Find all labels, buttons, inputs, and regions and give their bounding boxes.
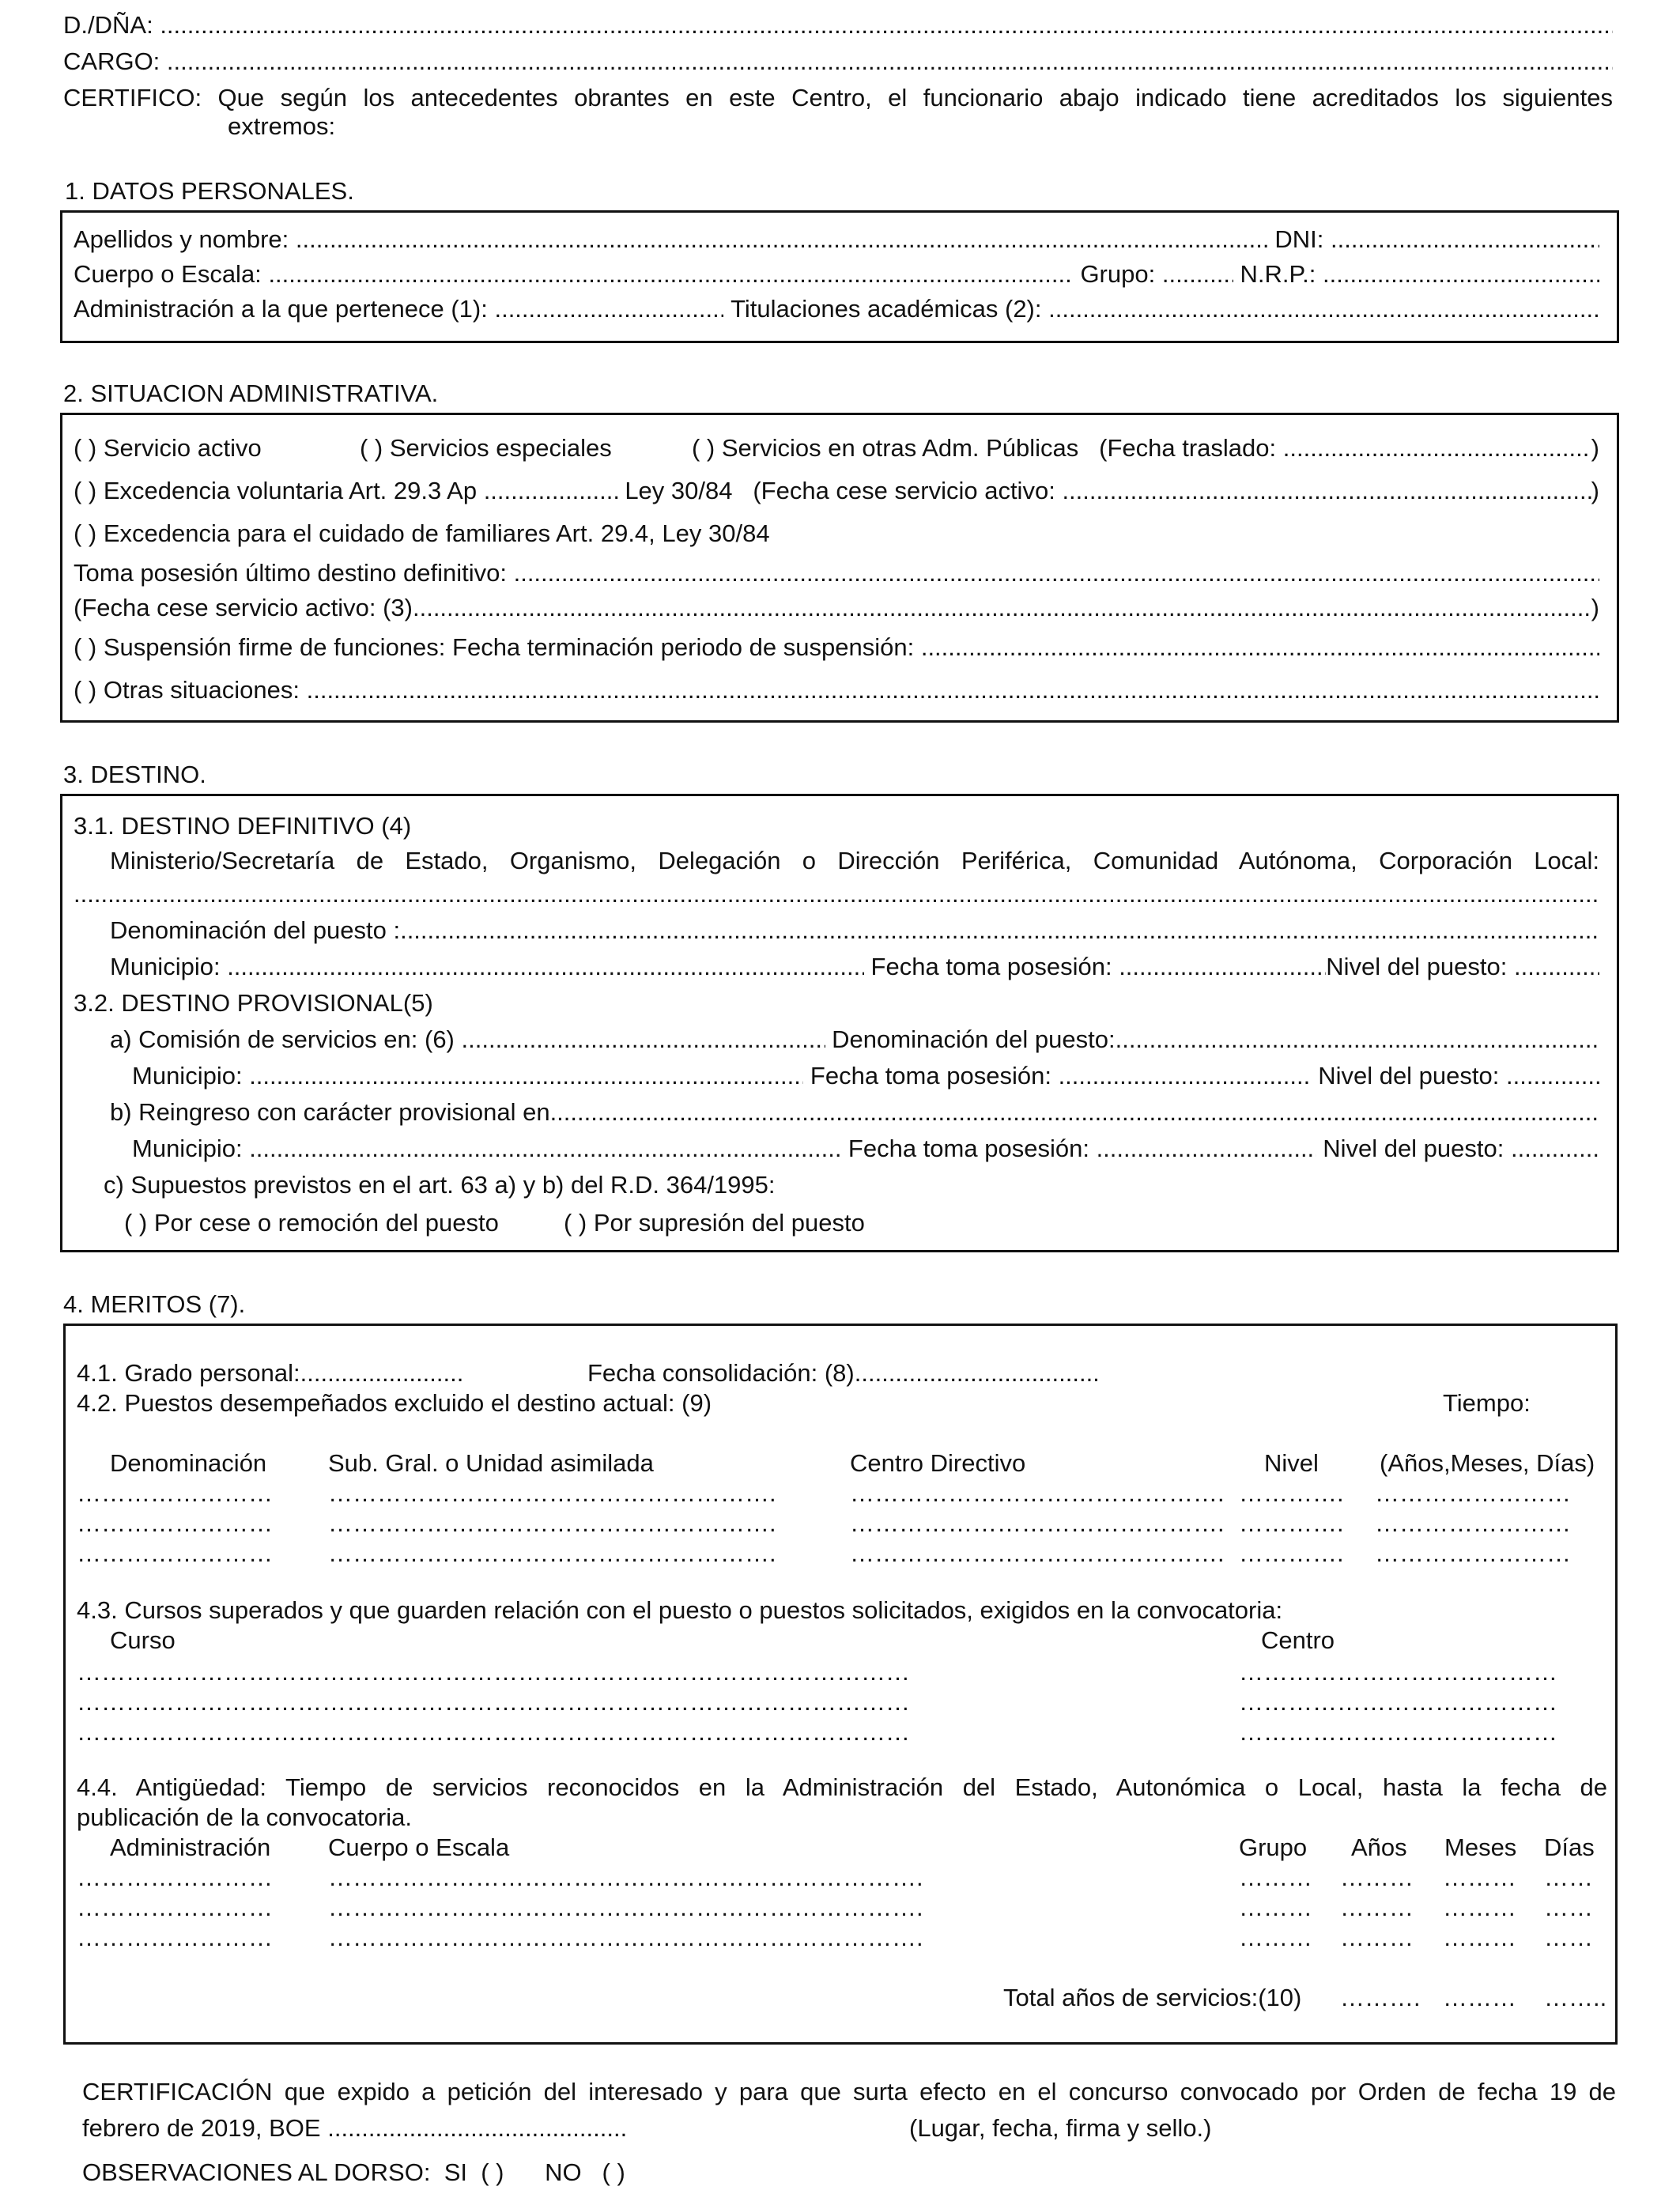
otras-situaciones-row [74,676,1599,704]
provisional-title: 3.2. DESTINO PROVISIONAL(5) [74,989,433,1017]
antiguedad-field[interactable]: …… [1544,1924,1593,1951]
fecha-consolidacion-row [587,1359,1100,1388]
fecha-traslado-field[interactable] [1283,434,1591,463]
dni-field[interactable] [1331,225,1599,254]
antiguedad-field[interactable]: ……… [1340,1894,1414,1921]
section4-title: 4. MERITOS (7). [63,1290,246,1318]
suspension-row [74,633,1599,662]
municipio-label: Municipio: [132,1135,243,1162]
apellidos-field[interactable] [296,225,1268,254]
antiguedad-field[interactable]: ……… [1239,1864,1312,1891]
comision-row [110,1025,1599,1054]
administracion-field[interactable] [494,295,723,323]
ministerio-field-row [74,880,1599,908]
nivel-label: Nivel del puesto: [1323,1135,1504,1162]
fecha-cese-3-row [74,594,1599,622]
lugar-fecha: (Lugar, fecha, firma y sello.) [909,2114,1212,2142]
cuerpo-field[interactable] [268,260,1073,289]
supuestos-label: c) Supuestos previstos en el art. 63 a) y b) del R.D. 364/1995: [104,1171,776,1199]
col-centro: Centro [1261,1626,1335,1654]
toma-posesion-row [74,559,1599,587]
certifico-text-1: Que según los antecedentes obrantes en este Centro, el funcionario abajo indicado tiene acreditados los siguientes [217,84,1613,111]
antiguedad-field[interactable]: ……… [1443,1924,1516,1951]
centro-field[interactable]: ………………………………… [1239,1688,1557,1716]
certificacion-line2 [82,2114,627,2143]
antiguedad-field[interactable]: ……… [1443,1894,1516,1921]
antiguedad-field[interactable]: ………………………………………………………………. [328,1924,923,1951]
comision-municipio-row [132,1062,1599,1090]
puestos-field[interactable]: …………………… [77,1509,273,1537]
certifico-text-2: extremos: [228,112,336,140]
antiguedad-field[interactable]: …………………… [77,1864,273,1891]
cargo-line [63,47,1613,76]
antiguedad-line1: 4.4. Antigüedad: Tiempo de servicios reconocidos en la Administración del Estado, Autonómica o Local, hasta la fecha de [77,1773,1607,1801]
fecha-cese-3-label: (Fecha cese servicio activo: (3) [74,594,413,621]
col-curso: Curso [110,1626,176,1654]
puestos-label: 4.2. Puestos desempeñados excluido el destino actual: (9) [77,1389,712,1417]
puestos-field[interactable]: ………………………………………………. [328,1539,776,1567]
curso-field[interactable]: ………………………………………………………………………………………… [77,1718,910,1746]
col-grupo: Grupo [1239,1833,1308,1861]
otras-situaciones-option[interactable]: ( ) Otras situaciones: [74,676,300,704]
cargo-field[interactable] [167,47,1613,76]
puestos-field[interactable]: ………………………………………………. [328,1479,776,1507]
reingreso-label: b) Reingreso con carácter provisional en [110,1098,550,1126]
col-meses: Meses [1444,1833,1517,1861]
cuerpo-row [74,260,1599,289]
servicios-especiales-option[interactable]: ( ) Servicios especiales [360,434,612,462]
col-centro-directivo: Centro Directivo [850,1449,1026,1477]
nivel-label: Nivel del puesto: [1326,953,1508,980]
section1-title: 1. DATOS PERSONALES. [65,177,354,205]
dni-label: DNI: [1274,225,1324,253]
fecha-cese-field[interactable] [1062,477,1591,505]
fecha-consolidacion-label: Fecha consolidación: (8) [587,1359,855,1387]
antiguedad-field[interactable]: ……… [1340,1924,1414,1951]
cuerpo-label: Cuerpo o Escala: [74,260,262,288]
administracion-label: Administración a la que pertenece (1): [74,295,488,323]
centro-field[interactable]: ………………………………… [1239,1718,1557,1746]
d-dna-label: D./DÑA: [63,11,153,39]
col-anos: Años [1351,1833,1407,1861]
total-label: Total años de servicios:(10) [1003,1984,1302,2011]
ministerio-field[interactable] [74,880,1599,908]
apellidos-label: Apellidos y nombre: [74,225,289,253]
col-subgral: Sub. Gral. o Unidad asimilada [328,1449,654,1477]
total-anos-field[interactable]: ………. [1340,1984,1421,2011]
boe-label: febrero de 2019, BOE [82,2114,321,2142]
comision-field[interactable] [462,1025,825,1054]
antiguedad-field[interactable]: ……… [1340,1864,1414,1891]
fecha-traslado-label: (Fecha traslado: [1099,434,1277,462]
nrp-label: N.R.P.: [1240,260,1316,288]
col-cuerpo: Cuerpo o Escala [328,1833,510,1861]
titulaciones-field[interactable] [1048,295,1599,323]
administracion-row [74,295,1599,323]
cese-remocion-option[interactable]: ( ) Por cese o remoción del puesto [124,1209,499,1237]
denominacion-puesto-label: Denominación del puesto: [832,1025,1116,1053]
ley-label: Ley 30/84 [625,477,733,504]
municipio-field[interactable] [249,1135,841,1163]
reingreso-municipio-row [132,1135,1599,1163]
cursos-label: 4.3. Cursos superados y que guarden relación con el puesto o puestos solicitados, exigidos en la convocatoria: [77,1596,1283,1624]
close-paren: ) [1591,594,1599,621]
fecha-toma-field[interactable] [1059,1062,1312,1090]
boe-field[interactable]: ............................................ [327,2114,628,2142]
puestos-field[interactable]: ………………………………………. [850,1479,1225,1507]
puestos-field[interactable]: …………………… [77,1479,273,1507]
denominacion-row [110,916,1599,945]
close-paren: ) [1591,477,1599,504]
municipio-field[interactable] [249,1062,803,1090]
definitivo-title: 3.1. DESTINO DEFINITIVO (4) [74,812,412,840]
fecha-toma-label: Fecha toma posesión: [870,953,1112,980]
nivel-field[interactable] [1511,1135,1599,1163]
meritos-box [63,1324,1618,2045]
otras-situaciones-field[interactable] [307,676,1599,704]
situacion-row2 [74,477,1599,505]
servicios-otras-option[interactable]: ( ) Servicios en otras Adm. Públicas [692,434,1079,462]
municipio-label: Municipio: [110,953,221,980]
antiguedad-field[interactable]: ………………………………………………………………. [328,1894,923,1921]
observaciones-label: OBSERVACIONES AL DORSO: [82,2158,431,2186]
cargo-label: CARGO: [63,47,160,75]
antiguedad-field[interactable]: …… [1544,1864,1593,1891]
toma-posesion-label: Toma posesión último destino definitivo: [74,559,507,587]
antiguedad-field[interactable]: …………………… [77,1924,273,1951]
servicio-activo-option[interactable]: ( ) Servicio activo [74,434,262,462]
grado-field[interactable]: ........................ [300,1359,464,1387]
ministerio-text: Ministerio/Secretaría de Estado, Organismo, Delegación o Dirección Periférica, Comunidad Autónoma, Corporación Local: [110,847,1599,874]
grado-row [77,1359,463,1388]
apellidos-row [74,225,1599,254]
titulaciones-label: Titulaciones académicas (2): [731,295,1042,323]
certificacion-line1: CERTIFICACIÓN que expido a petición del interesado y para que surta efecto en el concurso convocado por Orden de fecha 19 de [82,2078,1616,2105]
suspension-field[interactable] [921,633,1599,662]
nivel-field[interactable] [1506,1062,1599,1090]
reingreso-row [110,1098,1599,1127]
nrp-field[interactable] [1323,260,1599,289]
curso-field[interactable]: ………………………………………………………………………………………… [77,1688,910,1716]
comision-label: a) Comisión de servicios en: (6) [110,1025,455,1053]
col-nivel: Nivel [1264,1449,1319,1477]
antiguedad-field[interactable]: …… [1544,1894,1593,1921]
definitivo-municipio-row [110,953,1599,981]
si-label: SI [444,2158,467,2186]
total-meses-field[interactable]: ……… [1443,1984,1516,2011]
puestos-field[interactable]: …………………… [1375,1479,1571,1507]
col-dias: Días [1544,1833,1595,1861]
fecha-toma-label: Fecha toma posesión: [848,1135,1089,1162]
puestos-field[interactable]: ………………………………………………. [328,1509,776,1537]
puestos-field[interactable]: …………………… [1375,1509,1571,1537]
col-administracion: Administración [110,1833,271,1861]
antiguedad-line2: publicación de la convocatoria. [77,1803,412,1831]
fecha-cese-3-field[interactable] [413,594,1591,622]
grupo-field[interactable] [1162,260,1233,289]
supresion-option[interactable]: ( ) Por supresión del puesto [564,1209,865,1237]
excedencia-voluntaria-option[interactable]: ( ) Excedencia voluntaria Art. 29.3 Ap [74,477,478,504]
section2-title: 2. SITUACION ADMINISTRATIVA. [63,380,439,407]
total-dias-field[interactable]: …….. [1544,1984,1607,2011]
puestos-field[interactable]: …………………… [77,1539,273,1567]
d-dna-field[interactable] [160,11,1613,40]
puestos-field[interactable]: …………. [1239,1539,1344,1567]
nivel-label: Nivel del puesto: [1318,1062,1500,1089]
excedencia-cuidado-option[interactable]: ( ) Excedencia para el cuidado de familiares Art. 29.4, Ley 30/84 [74,519,770,547]
certifico-line1 [63,84,1613,112]
denominacion-label: Denominación del puesto : [110,916,401,944]
puestos-field[interactable]: …………………… [1375,1539,1571,1567]
no-checkbox[interactable]: ( ) [602,2158,625,2186]
fecha-toma-label: Fecha toma posesión: [810,1062,1051,1089]
antiguedad-field[interactable]: ……… [1443,1864,1516,1891]
si-checkbox[interactable]: ( ) [481,2158,504,2186]
nivel-field[interactable] [1514,953,1599,981]
fecha-toma-field[interactable] [1097,1135,1316,1163]
denominacion-field[interactable] [400,916,1599,945]
fecha-consolidacion-field[interactable]: .................................... [854,1359,1100,1387]
certifico-block [63,84,1613,141]
antiguedad-field[interactable]: …………………… [77,1894,273,1921]
no-label: NO [545,2158,582,2186]
grado-label: 4.1. Grado personal: [77,1359,300,1387]
close-paren: ) [1591,434,1599,462]
curso-field[interactable]: ………………………………………………………………………………………… [77,1658,910,1686]
puestos-field[interactable]: …………. [1239,1479,1344,1507]
centro-field[interactable]: ………………………………… [1239,1658,1557,1686]
col-amd: (Años,Meses, Días) [1380,1449,1595,1477]
denominacion-puesto-field[interactable] [1116,1025,1599,1054]
section3-title: 3. DESTINO. [63,761,206,788]
municipio-field[interactable] [227,953,864,981]
grupo-label: Grupo: [1080,260,1156,288]
suspension-option[interactable]: ( ) Suspensión firme de funciones: Fecha terminación periodo de suspensión: [74,633,915,661]
fecha-toma-field[interactable] [1119,953,1326,981]
puestos-field[interactable]: ………………………………………. [850,1509,1225,1537]
situacion-box [60,413,1619,723]
puestos-field[interactable]: …………. [1239,1509,1344,1537]
toma-posesion-field[interactable] [514,559,1599,587]
situacion-row1 [74,434,1599,463]
fecha-cese-label: (Fecha cese servicio activo: [753,477,1055,504]
antiguedad-field[interactable]: ……… [1239,1924,1312,1951]
d-dna-line [63,11,1613,40]
tiempo-label: Tiempo: [1443,1389,1531,1417]
municipio-label: Municipio: [132,1062,243,1089]
antiguedad-field[interactable]: ……… [1239,1894,1312,1921]
observaciones-row [82,2158,625,2187]
certifico-label: CERTIFICO: [63,84,202,111]
antiguedad-field[interactable]: ………………………………………………………………. [328,1864,923,1891]
puestos-field[interactable]: ………………………………………. [850,1539,1225,1567]
col-denominacion: Denominación [110,1449,267,1477]
reingreso-field[interactable] [550,1098,1599,1127]
excedencia-apartado-field[interactable] [484,477,618,505]
destino-box [60,794,1619,1252]
datos-personales-box [60,210,1619,343]
